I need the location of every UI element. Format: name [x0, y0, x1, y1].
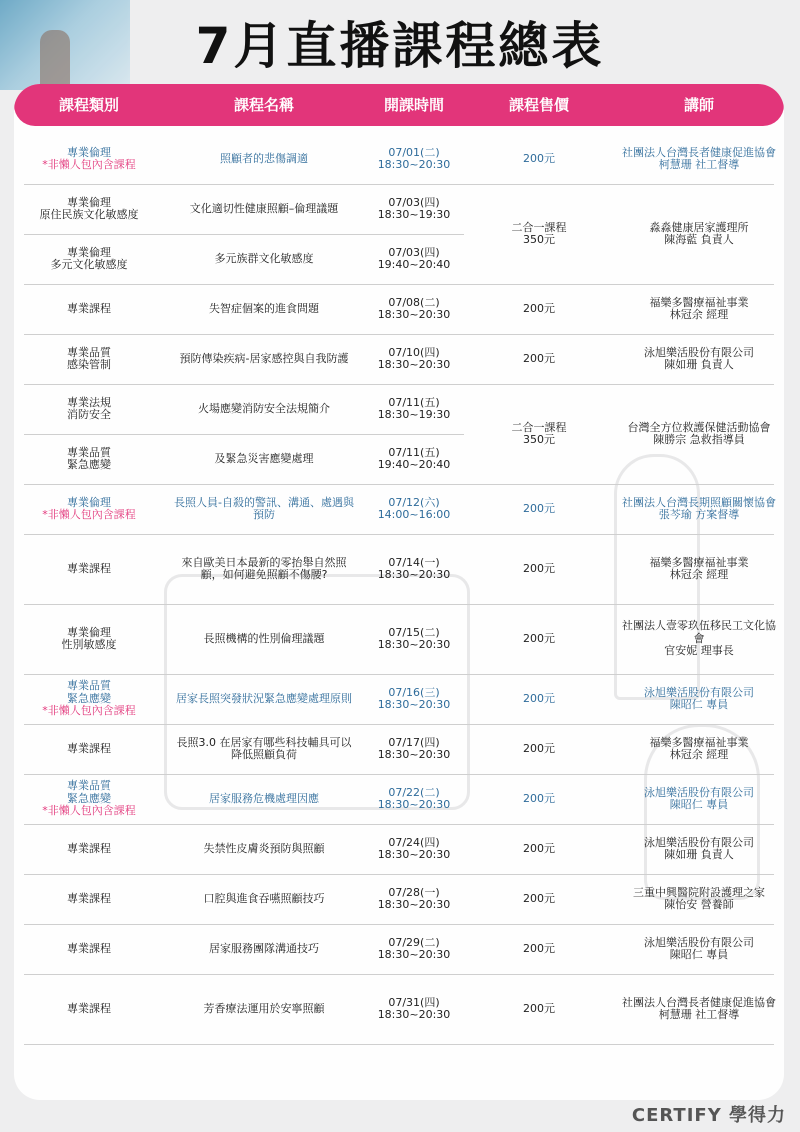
category-text: 專業課程	[67, 301, 111, 315]
brand-logo: CERTIFY 學得力	[631, 1105, 786, 1126]
category-text: 專業課程	[67, 841, 111, 855]
row-course-name: 芳香療法運用於安寧照顧	[203, 1001, 325, 1015]
row-price: 200元	[523, 151, 555, 165]
row-teacher: 福樂多醫療福祉事業 林冠余 經理	[649, 555, 749, 581]
merged-teacher: 台灣全方位救護保健活動協會 陳勝宗 急救指導員	[627, 420, 771, 446]
header-time: 開課時間	[383, 96, 444, 114]
row-course-name: 長照人員-自殺的警訊、溝通、處遇與 預防	[174, 495, 354, 521]
row-category	[14, 604, 164, 674]
row-category	[14, 774, 164, 824]
row-time: 07/24(四) 18:30~20:30	[377, 835, 451, 861]
category-text: 專業品質 感染管制	[67, 345, 111, 371]
category-text: 專業課程	[67, 741, 111, 755]
merged-price: 二合一課程 350元	[511, 420, 567, 446]
row-price: 200元	[523, 941, 555, 955]
row-price: 200元	[523, 791, 555, 805]
row-time: 07/08(二) 18:30~20:30	[377, 295, 451, 321]
row-category	[14, 284, 164, 334]
row-time: 07/03(四) 19:40~20:40	[377, 245, 451, 271]
row-category	[14, 334, 164, 384]
row-category	[14, 234, 164, 284]
category-text: 專業品質 緊急應變	[67, 779, 111, 805]
row-price: 200元	[523, 741, 555, 755]
header-course-name: 課程名稱	[233, 96, 294, 114]
row-course-name: 失智症個案的進食問題	[209, 301, 319, 315]
row-course-name: 居家服務危機處理因應	[209, 791, 319, 805]
category-text: 專業品質 緊急應變	[67, 679, 111, 705]
category-text: 專業課程	[67, 561, 111, 575]
row-time: 07/28(一) 18:30~20:30	[377, 885, 451, 911]
row-course-name: 預防傳染疾病-居家感控與自我防護	[179, 351, 349, 365]
row-category	[14, 384, 164, 434]
row-category	[14, 874, 164, 924]
row-category	[14, 534, 164, 604]
row-category	[14, 974, 164, 1044]
row-time: 07/22(二) 18:30~20:30	[377, 785, 451, 811]
row-category	[14, 134, 164, 184]
category-note: *非懶人包內含課程	[42, 704, 136, 718]
row-course-name: 多元族群文化敏感度	[214, 251, 314, 265]
category-text: 專業倫理 原住民族文化敏感度	[39, 195, 139, 221]
row-teacher: 社團法人台灣長者健康促進協會 柯慧珊 社工督導	[622, 145, 776, 171]
row-price: 200元	[523, 1001, 555, 1015]
row-price: 200元	[523, 891, 555, 905]
row-category	[14, 184, 164, 234]
row-teacher: 福樂多醫療福祉事業 林冠余 經理	[649, 735, 749, 761]
category-text: 專業倫理	[67, 495, 111, 509]
category-text: 專業倫理	[67, 145, 111, 159]
category-note: *非懶人包內含課程	[42, 804, 136, 818]
category-note: *非懶人包內含課程	[42, 158, 136, 171]
row-divider	[24, 1044, 774, 1045]
merged-teacher: 淼淼健康居家護理所 陳海藍 負責人	[649, 220, 749, 246]
page-title: 7月直播課程總表	[195, 17, 605, 75]
row-time: 07/01(二) 18:30~20:30	[377, 145, 451, 171]
row-price: 200元	[523, 691, 555, 705]
row-course-name: 長照機構的性別倫理議題	[203, 631, 325, 645]
row-course-name: 居家服務團隊溝通技巧	[209, 941, 319, 955]
row-time: 07/11(五) 18:30~19:30	[377, 395, 451, 421]
row-time: 07/11(五) 19:40~20:40	[377, 445, 451, 471]
row-time: 07/15(二) 18:30~20:30	[377, 625, 451, 651]
category-text: 專業品質 緊急應變	[67, 445, 111, 471]
row-price: 200元	[523, 561, 555, 575]
row-course-name: 文化適切性健康照顧–倫理議題	[189, 201, 339, 215]
row-course-name: 長照3.0 在居家有哪些科技輔具可以 降低照顧負荷	[176, 735, 352, 761]
row-teacher: 泳旭樂活股份有限公司 陳如珊 負責人	[644, 835, 754, 861]
row-category	[14, 824, 164, 874]
row-course-name: 失禁性皮膚炎預防與照顧	[203, 841, 325, 855]
category-text: 專業課程	[67, 891, 111, 905]
header-teacher: 講師	[683, 96, 714, 114]
row-course-name: 及緊急災害應變處理	[214, 451, 314, 465]
row-price: 200元	[523, 631, 555, 645]
row-price: 200元	[523, 841, 555, 855]
row-teacher: 泳旭樂活股份有限公司 陳如珊 負責人	[644, 345, 754, 371]
table-header	[14, 84, 784, 126]
row-category	[14, 724, 164, 774]
row-time: 07/29(二) 18:30~20:30	[377, 935, 451, 961]
row-time: 07/31(四) 18:30~20:30	[377, 995, 451, 1021]
category-text: 專業課程	[67, 1001, 111, 1015]
category-note: *非懶人包內含課程	[42, 508, 136, 521]
row-course-name: 居家長照突發狀況緊急應變處理原則	[176, 691, 352, 705]
row-time: 07/10(四) 18:30~20:30	[377, 345, 451, 371]
row-category	[14, 484, 164, 534]
row-time: 07/03(四) 18:30~19:30	[377, 195, 451, 221]
row-price: 200元	[523, 351, 555, 365]
row-time: 07/14(一) 18:30~20:30	[377, 555, 451, 581]
row-time: 07/12(六) 14:00~16:00	[377, 495, 451, 521]
row-teacher: 福樂多醫療福祉事業 林冠余 經理	[649, 295, 749, 321]
row-teacher: 三重中興醫院附設護理之家 陳怡安 營養師	[633, 885, 765, 911]
row-course-name: 來自歐美日本最新的零抬舉自然照 顧，如何避免照顧不傷腰?	[181, 555, 347, 581]
category-text: 專業倫理 多元文化敏感度	[50, 245, 128, 271]
header-category: 課程類別	[58, 96, 119, 114]
row-category	[14, 924, 164, 974]
category-text: 專業課程	[67, 941, 111, 955]
row-category	[14, 434, 164, 484]
merged-price: 二合一課程 350元	[511, 220, 567, 246]
row-price: 200元	[523, 301, 555, 315]
schedule-table	[14, 84, 784, 1100]
row-teacher: 泳旭樂活股份有限公司 陳昭仁 專員	[644, 935, 754, 961]
row-price: 200元	[523, 501, 555, 515]
row-category	[14, 674, 164, 724]
header-price: 課程售價	[508, 96, 569, 114]
category-text: 專業法規 消防安全	[67, 395, 111, 421]
category-text: 專業倫理 性別敏感度	[61, 625, 117, 651]
row-teacher: 泳旭樂活股份有限公司 陳昭仁 專員	[644, 785, 754, 811]
row-teacher: 社團法人台灣長期照顧關懷協會 張芩瑜 方案督導	[622, 495, 776, 521]
row-teacher: 社團法人台灣長者健康促進協會 柯慧珊 社工督導	[622, 995, 776, 1021]
row-teacher: 社團法人壹零玖伍移民工文化協 會 官安妮 理事長	[622, 619, 776, 658]
row-teacher: 泳旭樂活股份有限公司 陳昭仁 專員	[644, 685, 754, 711]
row-course-name: 照顧者的悲傷調適	[220, 151, 308, 165]
row-course-name: 火場應變消防安全法規簡介	[198, 401, 330, 415]
row-time: 07/16(三) 18:30~20:30	[377, 685, 451, 711]
row-course-name: 口腔與進食吞嚥照顧技巧	[203, 891, 325, 905]
row-time: 07/17(四) 18:30~20:30	[377, 735, 451, 761]
